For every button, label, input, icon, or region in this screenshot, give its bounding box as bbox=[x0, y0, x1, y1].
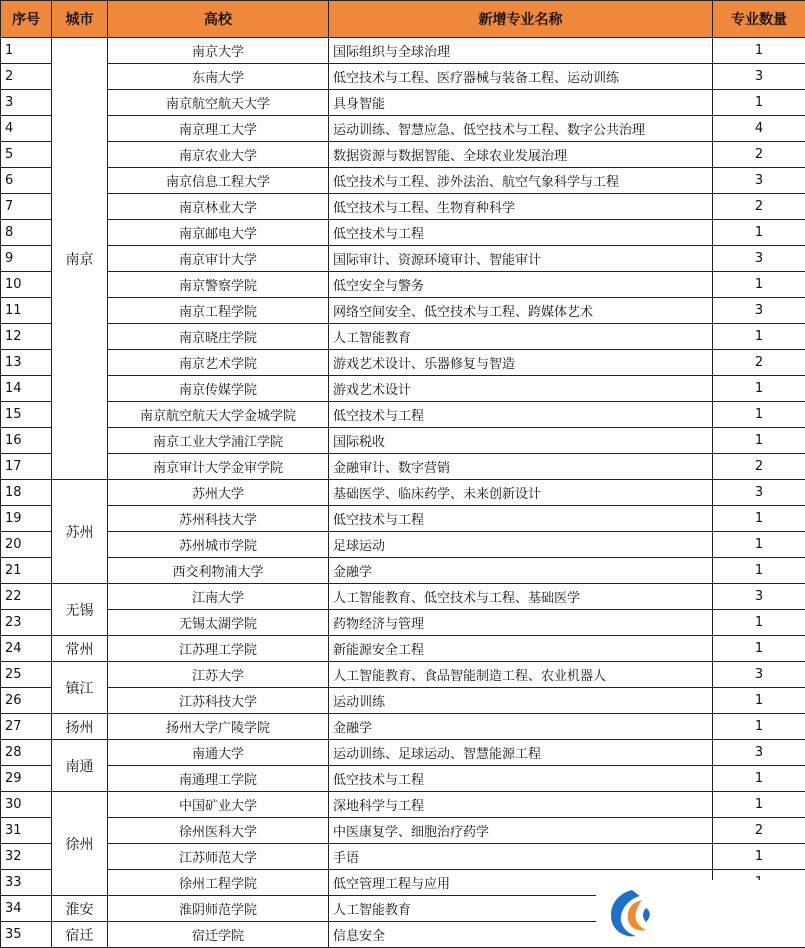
row-count: 3 bbox=[713, 480, 805, 506]
row-count: 2 bbox=[713, 142, 805, 168]
table-row bbox=[1, 688, 805, 714]
row-school: 南京工程学院 bbox=[108, 298, 329, 324]
row-majors: 游戏艺术设计 bbox=[329, 376, 713, 402]
row-seq: 35 bbox=[1, 922, 52, 948]
row-city: 常州 bbox=[52, 636, 108, 662]
row-count: 4 bbox=[713, 116, 805, 142]
row-school: 苏州城市学院 bbox=[108, 532, 329, 558]
row-majors: 低空技术与工程 bbox=[329, 402, 713, 428]
header-seq: 序号 bbox=[1, 1, 52, 38]
table-row bbox=[1, 818, 805, 844]
row-seq: 20 bbox=[1, 532, 52, 558]
row-count: 1 bbox=[713, 766, 805, 792]
row-majors: 金融学 bbox=[329, 714, 713, 740]
row-school: 南通大学 bbox=[108, 740, 329, 766]
row-count: 1 bbox=[713, 532, 805, 558]
row-count: 1 bbox=[713, 506, 805, 532]
row-count: 1 bbox=[713, 688, 805, 714]
row-seq: 22 bbox=[1, 584, 52, 610]
row-count: 1 bbox=[713, 610, 805, 636]
row-seq: 30 bbox=[1, 792, 52, 818]
table-row bbox=[1, 64, 805, 90]
row-majors: 运动训练、足球运动、智慧能源工程 bbox=[329, 740, 713, 766]
row-school: 淮阴师范学院 bbox=[108, 896, 329, 922]
row-count: 1 bbox=[713, 558, 805, 584]
row-school: 南京理工大学 bbox=[108, 116, 329, 142]
row-majors: 人工智能教育 bbox=[329, 324, 713, 350]
row-seq: 34 bbox=[1, 896, 52, 922]
row-count: 1 bbox=[713, 38, 805, 64]
row-school: 江南大学 bbox=[108, 584, 329, 610]
row-seq: 8 bbox=[1, 220, 52, 246]
row-seq: 2 bbox=[1, 64, 52, 90]
table-row bbox=[1, 90, 805, 116]
row-seq: 15 bbox=[1, 402, 52, 428]
row-count: 1 bbox=[713, 376, 805, 402]
row-school: 南京审计大学 bbox=[108, 246, 329, 272]
row-seq: 4 bbox=[1, 116, 52, 142]
row-majors: 金融学 bbox=[329, 558, 713, 584]
row-count: 1 bbox=[713, 844, 805, 870]
row-majors: 低空技术与工程、医疗器械与装备工程、运动训练 bbox=[329, 64, 713, 90]
row-count: 2 bbox=[713, 350, 805, 376]
row-seq: 23 bbox=[1, 610, 52, 636]
row-count: 2 bbox=[713, 818, 805, 844]
header-count: 专业数量 bbox=[713, 1, 805, 38]
row-school: 西交利物浦大学 bbox=[108, 558, 329, 584]
table-row bbox=[1, 350, 805, 376]
row-majors: 手语 bbox=[329, 844, 713, 870]
row-seq: 32 bbox=[1, 844, 52, 870]
row-majors: 国际审计、资源环境审计、智能审计 bbox=[329, 246, 713, 272]
row-school: 南京航空航天大学金城学院 bbox=[108, 402, 329, 428]
table-row bbox=[1, 480, 805, 506]
row-majors: 低空技术与工程 bbox=[329, 506, 713, 532]
table-row bbox=[1, 766, 805, 792]
row-school: 江苏大学 bbox=[108, 662, 329, 688]
row-count: 3 bbox=[713, 740, 805, 766]
row-count: 3 bbox=[713, 246, 805, 272]
row-majors: 金融审计、数字营销 bbox=[329, 454, 713, 480]
row-city: 南通 bbox=[52, 740, 108, 792]
row-school: 南京传媒学院 bbox=[108, 376, 329, 402]
table-row bbox=[1, 792, 805, 818]
row-count: 1 bbox=[713, 636, 805, 662]
row-seq: 18 bbox=[1, 480, 52, 506]
row-majors: 中医康复学、细胞治疗药学 bbox=[329, 818, 713, 844]
row-seq: 14 bbox=[1, 376, 52, 402]
row-school: 苏州大学 bbox=[108, 480, 329, 506]
row-seq: 25 bbox=[1, 662, 52, 688]
row-school: 徐州工程学院 bbox=[108, 870, 329, 896]
row-majors: 足球运动 bbox=[329, 532, 713, 558]
row-school: 江苏师范大学 bbox=[108, 844, 329, 870]
table-row bbox=[1, 324, 805, 350]
row-seq: 5 bbox=[1, 142, 52, 168]
row-majors: 网络空间安全、低空技术与工程、跨媒体艺术 bbox=[329, 298, 713, 324]
table-row bbox=[1, 532, 805, 558]
row-school: 南京农业大学 bbox=[108, 142, 329, 168]
table-row bbox=[1, 246, 805, 272]
row-seq: 10 bbox=[1, 272, 52, 298]
row-majors: 数据资源与数据智能、全球农业发展治理 bbox=[329, 142, 713, 168]
table-row bbox=[1, 740, 805, 766]
row-seq: 16 bbox=[1, 428, 52, 454]
table-row bbox=[1, 298, 805, 324]
row-seq: 28 bbox=[1, 740, 52, 766]
row-school: 南京信息工程大学 bbox=[108, 168, 329, 194]
row-majors: 国际税收 bbox=[329, 428, 713, 454]
row-count: 1 bbox=[713, 402, 805, 428]
row-city: 扬州 bbox=[52, 714, 108, 740]
header-majors: 新增专业名称 bbox=[329, 1, 713, 38]
row-city: 苏州 bbox=[52, 480, 108, 584]
row-count: 1 bbox=[713, 90, 805, 116]
table-row bbox=[1, 844, 805, 870]
row-count: 3 bbox=[713, 298, 805, 324]
row-school: 南京工业大学浦江学院 bbox=[108, 428, 329, 454]
row-seq: 33 bbox=[1, 870, 52, 896]
row-majors: 游戏艺术设计、乐器修复与智造 bbox=[329, 350, 713, 376]
phoenix-logo-icon bbox=[602, 886, 660, 942]
row-seq: 7 bbox=[1, 194, 52, 220]
row-seq: 6 bbox=[1, 168, 52, 194]
row-count: 1 bbox=[713, 428, 805, 454]
row-count: 3 bbox=[713, 584, 805, 610]
row-city: 淮安 bbox=[52, 896, 108, 922]
table-row bbox=[1, 376, 805, 402]
row-school: 东南大学 bbox=[108, 64, 329, 90]
table-row bbox=[1, 142, 805, 168]
header-school: 高校 bbox=[108, 1, 329, 38]
row-majors: 人工智能教育、低空技术与工程、基础医学 bbox=[329, 584, 713, 610]
header-city: 城市 bbox=[52, 1, 108, 38]
row-school: 江苏科技大学 bbox=[108, 688, 329, 714]
row-school: 宿迁学院 bbox=[108, 922, 329, 948]
row-school: 南京晓庄学院 bbox=[108, 324, 329, 350]
row-school: 江苏理工学院 bbox=[108, 636, 329, 662]
row-school: 中国矿业大学 bbox=[108, 792, 329, 818]
row-majors: 低空技术与工程 bbox=[329, 766, 713, 792]
table-row bbox=[1, 38, 805, 64]
row-seq: 9 bbox=[1, 246, 52, 272]
row-majors: 人工智能教育、食品智能制造工程、农业机器人 bbox=[329, 662, 713, 688]
row-school: 南通理工学院 bbox=[108, 766, 329, 792]
row-majors: 低空技术与工程、生物育种科学 bbox=[329, 194, 713, 220]
row-city: 镇江 bbox=[52, 662, 108, 714]
table-row bbox=[1, 662, 805, 688]
row-school: 南京警察学院 bbox=[108, 272, 329, 298]
row-majors: 人工智能教育 bbox=[329, 896, 713, 922]
row-seq: 27 bbox=[1, 714, 52, 740]
row-city: 南京 bbox=[52, 38, 108, 480]
row-majors: 深地科学与工程 bbox=[329, 792, 713, 818]
table-row bbox=[1, 272, 805, 298]
row-school: 南京林业大学 bbox=[108, 194, 329, 220]
row-count: 1 bbox=[713, 714, 805, 740]
watermark-logo bbox=[596, 880, 805, 947]
table-row bbox=[1, 454, 805, 480]
row-majors: 运动训练、智慧应急、低空技术与工程、数字公共治理 bbox=[329, 116, 713, 142]
row-majors: 低空管理工程与应用 bbox=[329, 870, 713, 896]
row-seq: 1 bbox=[1, 38, 52, 64]
row-majors: 新能源安全工程 bbox=[329, 636, 713, 662]
table-row bbox=[1, 506, 805, 532]
row-majors: 基础医学、临床药学、未来创新设计 bbox=[329, 480, 713, 506]
row-count: 3 bbox=[713, 662, 805, 688]
row-seq: 3 bbox=[1, 90, 52, 116]
row-majors: 低空安全与警务 bbox=[329, 272, 713, 298]
row-count: 1 bbox=[713, 324, 805, 350]
row-city: 徐州 bbox=[52, 792, 108, 896]
row-seq: 17 bbox=[1, 454, 52, 480]
row-school: 苏州科技大学 bbox=[108, 506, 329, 532]
row-majors: 信息安全 bbox=[329, 922, 713, 948]
row-seq: 12 bbox=[1, 324, 52, 350]
row-seq: 13 bbox=[1, 350, 52, 376]
row-school: 扬州大学广陵学院 bbox=[108, 714, 329, 740]
row-seq: 11 bbox=[1, 298, 52, 324]
row-city: 无锡 bbox=[52, 584, 108, 636]
table-row bbox=[1, 610, 805, 636]
table-row bbox=[1, 402, 805, 428]
row-count: 2 bbox=[713, 454, 805, 480]
row-majors: 低空技术与工程、涉外法治、航空气象科学与工程 bbox=[329, 168, 713, 194]
table-row bbox=[1, 194, 805, 220]
row-count: 3 bbox=[713, 168, 805, 194]
row-count: 2 bbox=[713, 194, 805, 220]
row-count: 3 bbox=[713, 64, 805, 90]
table-row bbox=[1, 714, 805, 740]
row-school: 南京邮电大学 bbox=[108, 220, 329, 246]
table-row bbox=[1, 220, 805, 246]
table-row bbox=[1, 558, 805, 584]
row-school: 南京审计大学金审学院 bbox=[108, 454, 329, 480]
row-seq: 24 bbox=[1, 636, 52, 662]
header-row bbox=[1, 1, 805, 38]
row-school: 徐州医科大学 bbox=[108, 818, 329, 844]
table-row bbox=[1, 584, 805, 610]
table-row bbox=[1, 636, 805, 662]
row-seq: 19 bbox=[1, 506, 52, 532]
row-school: 无锡太湖学院 bbox=[108, 610, 329, 636]
table-row bbox=[1, 116, 805, 142]
row-school: 南京航空航天大学 bbox=[108, 90, 329, 116]
row-seq: 26 bbox=[1, 688, 52, 714]
row-seq: 31 bbox=[1, 818, 52, 844]
row-majors: 运动训练 bbox=[329, 688, 713, 714]
table-body bbox=[1, 38, 805, 948]
row-seq: 21 bbox=[1, 558, 52, 584]
row-city: 宿迁 bbox=[52, 922, 108, 948]
row-school: 南京艺术学院 bbox=[108, 350, 329, 376]
row-majors: 药物经济与管理 bbox=[329, 610, 713, 636]
row-majors: 低空技术与工程 bbox=[329, 220, 713, 246]
table-row bbox=[1, 168, 805, 194]
row-count: 1 bbox=[713, 220, 805, 246]
row-school: 南京大学 bbox=[108, 38, 329, 64]
row-count: 1 bbox=[713, 272, 805, 298]
row-seq: 29 bbox=[1, 766, 52, 792]
table-row bbox=[1, 428, 805, 454]
row-count: 1 bbox=[713, 792, 805, 818]
row-majors: 国际组织与全球治理 bbox=[329, 38, 713, 64]
row-majors: 具身智能 bbox=[329, 90, 713, 116]
